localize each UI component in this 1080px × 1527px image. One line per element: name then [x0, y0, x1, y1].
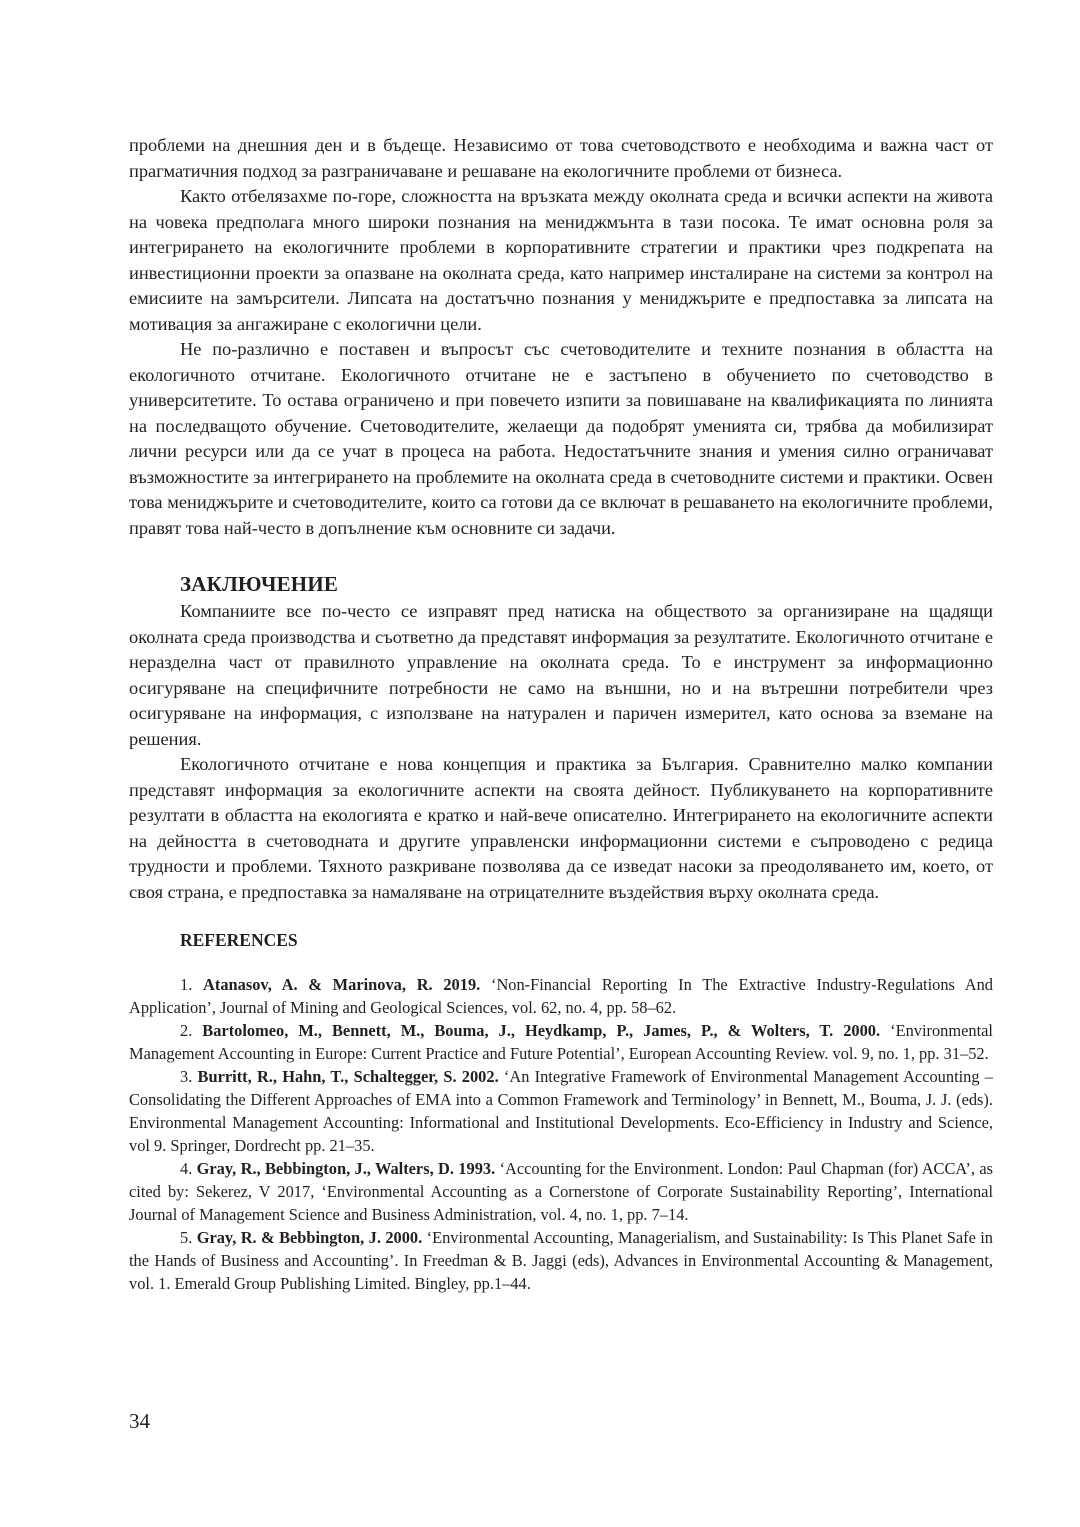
reference-item: [129, 1019, 993, 1065]
body-paragraph: проблеми на днешния ден и в бъдеще. Независимо от това счетоводството е необходима и важна част от прагматичния подход за разграничаване и решаване на екологичните проблеми от бизнеса.: [129, 135, 993, 181]
references-list: [129, 973, 993, 1295]
reference-number: 3.: [180, 1067, 193, 1086]
page-content: [129, 133, 993, 1295]
conclusion-section: [129, 599, 993, 905]
reference-item: [129, 973, 993, 1019]
reference-authors: Bartolomeo, M., Bennett, M., Bouma, J., Heydkamp, P., James, P., & Wolters, T. 2000.: [202, 1021, 881, 1040]
reference-item: [129, 1226, 993, 1295]
body-section: [129, 133, 993, 541]
reference-number: 4.: [180, 1159, 193, 1178]
reference-text: ‘Accounting for the Environment. London: Paul Chapman (for) ACCA’, as cited by: Sekerez, V 2017, ‘Environmental Accounting as a Cornerstone of Corporate Sustainability Reporting’, International Journal of Management Science and Business Administration, vol. 4, no. 1, pp. 7–14.: [129, 1159, 993, 1224]
reference-text: ‘Environmental Accounting, Managerialism, and Sustainability: Is This Planet Safe in the Hands of Business and Accounting’. In Freedman & B. Jaggi (eds), Advances in Environmental Accounting & Management, vol. 1. Emerald Group Publishing Limited. Bingley, pp.1–44.: [129, 1228, 993, 1293]
reference-item: [129, 1065, 993, 1157]
reference-authors: Gray, R. & Bebbington, J. 2000.: [196, 1228, 423, 1247]
reference-text: ‘Environmental Management Accounting in Europe: Current Practice and Future Potential’, European Accounting Review. vol. 9, no. 1, pp. 31–52.: [129, 1021, 993, 1063]
reference-authors: Gray, R., Bebbington, J., Walters, D. 1993.: [196, 1159, 496, 1178]
references-heading: REFERENCES: [180, 930, 298, 950]
reference-number: 1.: [180, 975, 193, 994]
reference-text: ‘An Integrative Framework of Environmental Management Accounting – Consolidating the Different Approaches of EMA into a Common Framework and Terminology’ in Bennett, M., Bouma, J. J. (eds). Environmental Management Accounting: Informational and Institutional Developments. Eco-Efficiency in Industry and Science, vol 9. Springer, Dordrecht pp. 21–35.: [129, 1067, 993, 1155]
reference-text: ‘Non-Financial Reporting In The Extractive Industry-Regulations And Application’, Journal of Mining and Geological Sciences, vol. 62, no. 4, pp. 58–62.: [129, 975, 993, 1017]
reference-number: 2.: [180, 1021, 193, 1040]
reference-number: 5.: [180, 1228, 193, 1247]
body-paragraph: Както отбелязахме по-горе, сложността на връзката между околната среда и всички аспекти на живота на човека предполага много широки познания на мениджмънта в тази посока. Те имат основна роля за интегрирането на екологичните проблеми в корпоративните стратегии и практики чрез подкрепата на инвестиционни проекти за опазване на околната среда, като например инсталиране на системи за контрол на емисиите на замърсители. Липсата на достатъчно познания у мениджърите е предпоставка за липсата на мотивация за ангажиране с екологични цели.: [129, 186, 993, 334]
body-paragraph: Не по-различно е поставен и въпросът със счетоводителите и техните познания в областта на екологичното отчитане. Екологичното отчитане не е застъпено в обучението по счетоводство в университетите. То остава ограничено и при повечето изпити за повишаване на квалификацията по линията на последващото обучение. Счетоводителите, желаещи да подобрят уменията си, трябва да мобилизират лични ресурси или да се учат в процеса на работа. Недостатъчните знания и умения силно ограничават възможностите за интегрирането на проблемите на околната среда в счетоводните системи и практики. Освен това мениджърите и счетоводителите, които са готови да се включат в решаването на екологичните проблеми, правят това най-често в допълнение към основните си задачи.: [129, 339, 994, 538]
page-number: 34: [129, 1409, 150, 1433]
reference-authors: Burritt, R., Hahn, T., Schaltegger, S. 2002.: [197, 1067, 499, 1086]
reference-item: [129, 1157, 993, 1226]
conclusion-paragraph: Компаниите все по-често се изправят пред натиска на обществото за организиране на щадящи околната среда производства и съответно да представят информация за резултатите. Екологичното отчитане е неразделна част от правилното управление на околната среда. То е инструмент за информационно осигуряване на специфичните потребности не само на външни, но и на вътрешни потребители чрез осигуряване на информация, с използване на натурален и паричен измерител, като основа за вземане на решения.: [129, 601, 993, 749]
reference-authors: Atanasov, A. & Marinova, R. 2019.: [203, 975, 481, 994]
conclusion-heading: ЗАКЛЮЧЕНИЕ: [180, 572, 339, 596]
conclusion-paragraph: Екологичното отчитане е нова концепция и практика за България. Сравнително малко компании представят информация за екологичните аспекти на своята дейност. Публикуването на корпоративните резултати в областта на екологията е кратко и най-вече описателно. Интегрирането на екологичните аспекти на дейността в счетоводната и другите управленски информационни системи е съпроводено с редица трудности и проблеми. Тяхното разкриване позволява да се изведат насоки за преодоляването им, което, от своя страна, е предпоставка за намаляване на отрицателните въздействия върху околната среда.: [129, 754, 993, 902]
